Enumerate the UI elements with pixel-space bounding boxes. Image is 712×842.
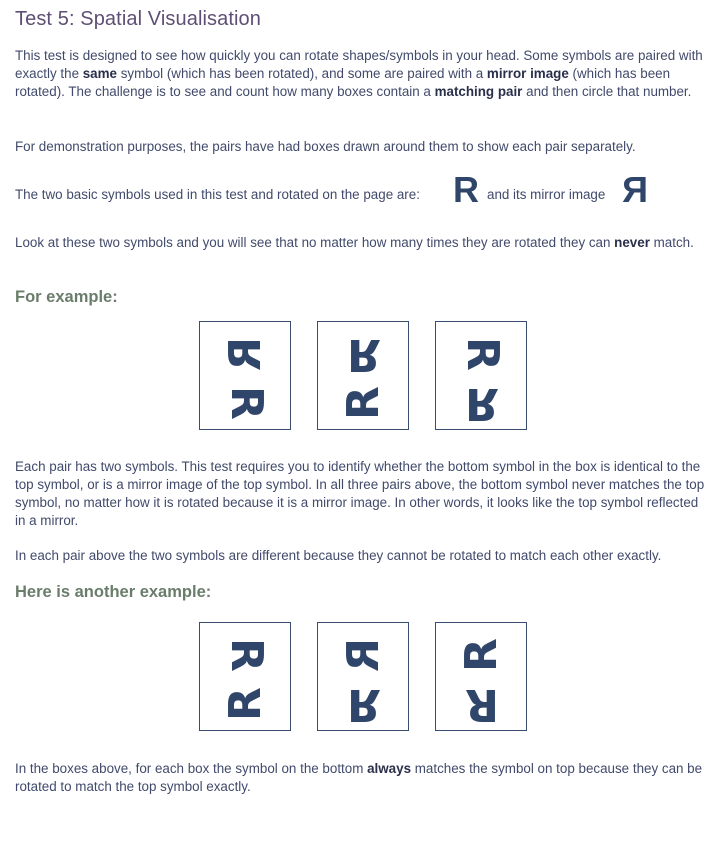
example-1-heading: For example:: [15, 288, 118, 306]
intro-bold-matching-pair: matching pair: [434, 84, 523, 99]
intro-text-4: and then circle that number.: [522, 84, 692, 99]
basic-symbols-line: [15, 169, 707, 210]
example-2-box-3: R R: [435, 622, 527, 731]
intro-bold-same: same: [82, 66, 117, 81]
conclusion-paragraph: [15, 760, 707, 796]
intro-text-1: This test is designed to see how quickly you can rotate shapes/symbols in your head. Some symbols are paired with exactly the: [15, 48, 703, 81]
example-1-boxes: [199, 321, 529, 431]
intro-text-3: (which has been rotated). The challenge is to see and count how many boxes contain a: [15, 66, 671, 99]
never-match-paragraph: [15, 234, 707, 252]
example-1-box-2: R R: [317, 321, 409, 430]
basic-symbol-r: R: [453, 169, 479, 210]
example-2-box-1: R R: [199, 622, 291, 731]
basic-symbols-text-2: and its mirror image: [487, 187, 606, 202]
never-match-text-2: match.: [649, 235, 694, 250]
page-title: Test 5: Spatial Visualisation: [15, 8, 262, 30]
intro-bold-mirror-image: mirror image: [486, 66, 569, 81]
demo-note: For demonstration purposes, the pairs have had boxes drawn around them to show each pair separately.: [15, 139, 636, 154]
explanation-paragraph-2: In each pair above the two symbols are different because they cannot be rotated to match each other exactly.: [15, 548, 662, 563]
example-2-heading: Here is another example:: [15, 583, 212, 601]
explanation-paragraph-1: Each pair has two symbols. This test requires you to identify whether the bottom symbol in the box is identical to the top symbol, or is a mirror image of the top symbol. In all three pairs above, the bottom symbol never matches the top symbol, no matter how it is rotated because it is a mirror image. In other words, it looks like the top symbol reflected in a mirror.: [15, 459, 705, 528]
intro-text-2: symbol (which has been rotated), and some are paired with a: [116, 66, 487, 81]
basic-symbols-text-1: The two basic symbols used in this test and rotated on the page are:: [15, 187, 420, 202]
example-2-boxes: [199, 622, 529, 732]
conclusion-bold-always: always: [367, 761, 412, 776]
example-2-box-2: R R: [317, 622, 409, 731]
never-match-text-1: Look at these two symbols and you will see that no matter how many times they are rotated they can: [15, 235, 615, 250]
example-1-box-3: R R: [435, 321, 527, 430]
never-match-bold-never: never: [614, 235, 650, 250]
conclusion-text-2: matches the symbol on top because they can be rotated to match the top symbol exactly.: [15, 761, 703, 794]
intro-paragraph: [15, 47, 707, 101]
basic-symbol-mirror-r: R: [622, 169, 648, 210]
example-1-box-1: R R: [199, 321, 291, 430]
conclusion-text-1: In the boxes above, for each box the symbol on the bottom: [15, 761, 368, 776]
